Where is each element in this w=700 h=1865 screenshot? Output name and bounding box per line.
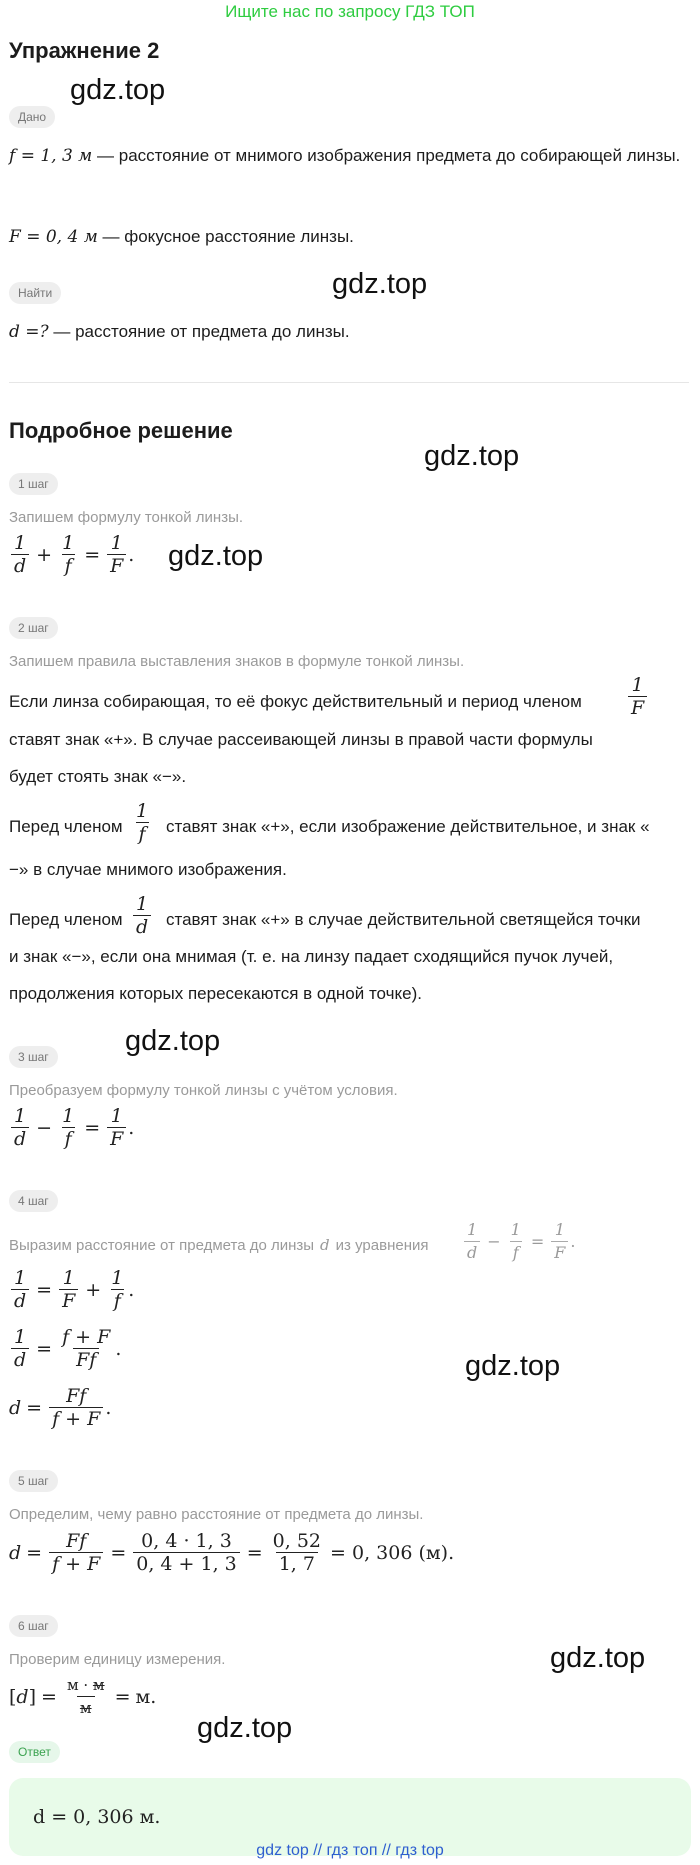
step-5-desc: Определим, чему равно расстояние от предмета до линзы.	[9, 1506, 424, 1523]
watermark: gdz.top	[70, 74, 166, 106]
fraction-1-over-F: $\frac{1}{F}$	[626, 674, 649, 719]
equation-1-over-d: $\frac{1}{d}$ = $\frac{1}{F}$ + $\frac{1}{f}$ .	[9, 1267, 134, 1312]
find-line: d =? — расстояние от предмета до линзы.	[9, 322, 350, 342]
step-4-desc: Выразим расстояние от предмета до линзы d из уравнения	[9, 1236, 429, 1254]
watermark: gdz.top	[550, 1642, 646, 1674]
watermark: gdz.top	[465, 1350, 561, 1382]
answer-text: d = 0, 306 м.	[33, 1806, 161, 1828]
footer-links[interactable]: gdz top // гдз топ // гдз top	[256, 1842, 444, 1859]
step-3-desc: Преобразуем формулу тонкой линзы с учётом условия.	[9, 1082, 398, 1099]
given-badge: Дано	[9, 106, 55, 128]
step-5-badge: 5 шаг	[9, 1470, 58, 1492]
step-2-badge: 2 шаг	[9, 617, 58, 639]
step-4-badge: 4 шаг	[9, 1190, 58, 1212]
unit-check: [ d ] = $\frac{м \cdot м}{м}$ = м.	[9, 1676, 157, 1717]
step-2-paragraph-3c: и знак «−», если она мнимая (т. е. на линзу падает сходящийся пучок лучей,	[9, 947, 614, 966]
divider	[9, 382, 689, 383]
step-2-paragraph-2c: −» в случае мнимого изображения.	[9, 860, 287, 879]
top-banner[interactable]: Ищите нас по запросу ГДЗ ТОП	[225, 2, 475, 21]
thin-lens-formula: $\frac{1}{d}$ + $\frac{1}{f}$ = $\frac{1}{F}$ .	[9, 532, 134, 577]
step-6-badge: 6 шаг	[9, 1615, 58, 1637]
step-2-desc: Запишем правила выставления знаков в формуле тонкой линзы.	[9, 653, 465, 670]
calculation: d = $\frac{Ff}{f + F}$ = $\frac{0, 4 \cdot 1, 3}{0, 4 + 1, 3}$ = $\frac{0, 52}{1, 7}$ = 0, 306 (м).	[9, 1530, 455, 1575]
given-line-2: F = 0, 4 м — фокусное расстояние линзы.	[9, 227, 354, 247]
step-2-paragraph-1c: будет стоять знак «−».	[9, 767, 187, 786]
step-2-paragraph-3a: Перед членом	[9, 910, 123, 929]
equation-d: d = $\frac{Ff}{f + F}$ .	[9, 1385, 112, 1430]
solution-title: Подробное решение	[9, 418, 233, 443]
step-1-badge: 1 шаг	[9, 473, 58, 495]
answer-badge: Ответ	[9, 1741, 60, 1763]
find-badge: Найти	[9, 282, 61, 304]
step-2-paragraph-1a: Если линза собирающая, то её фокус действительный и период членом	[9, 692, 582, 711]
step-2-paragraph-2a: Перед членом	[9, 817, 123, 836]
step-2-paragraph-3d: продолжения которых пересекаются в одной точке).	[9, 984, 422, 1003]
watermark: gdz.top	[424, 440, 520, 472]
watermark: gdz.top	[168, 540, 264, 572]
page-title: Упражнение 2	[9, 38, 160, 63]
equation-combined: $\frac{1}{d}$ = $\frac{f + F}{Ff}$ .	[9, 1326, 121, 1371]
fraction-1-over-f: $\frac{1}{f}$	[136, 800, 149, 845]
watermark: gdz.top	[125, 1025, 221, 1057]
step-1-desc: Запишем формулу тонкой линзы.	[9, 509, 244, 526]
given-line-1: f = 1, 3 м — расстояние от мнимого изображения предмета до собирающей линзы.	[9, 146, 681, 166]
step-2-paragraph-2b: ставят знак «+», если изображение действительное, и знак «	[166, 817, 650, 836]
watermark: gdz.top	[197, 1712, 293, 1744]
step-2-paragraph-3b: ставят знак «+» в случае действительной светящейся точки	[166, 910, 641, 929]
step-4-inline-formula: $\frac{1}{d}$ − $\frac{1}{f}$ = $\frac{1}{F}$ .	[462, 1219, 575, 1264]
fraction-1-over-d: $\frac{1}{d}$	[131, 893, 153, 938]
watermark: gdz.top	[332, 268, 428, 300]
lens-formula-virtual: $\frac{1}{d}$ − $\frac{1}{f}$ = $\frac{1}{F}$ .	[9, 1105, 134, 1150]
step-6-desc: Проверим единицу измерения.	[9, 1651, 226, 1668]
step-2-paragraph-1b: ставят знак «+». В случае рассеивающей линзы в правой части формулы	[9, 730, 593, 749]
step-3-badge: 3 шаг	[9, 1046, 58, 1068]
